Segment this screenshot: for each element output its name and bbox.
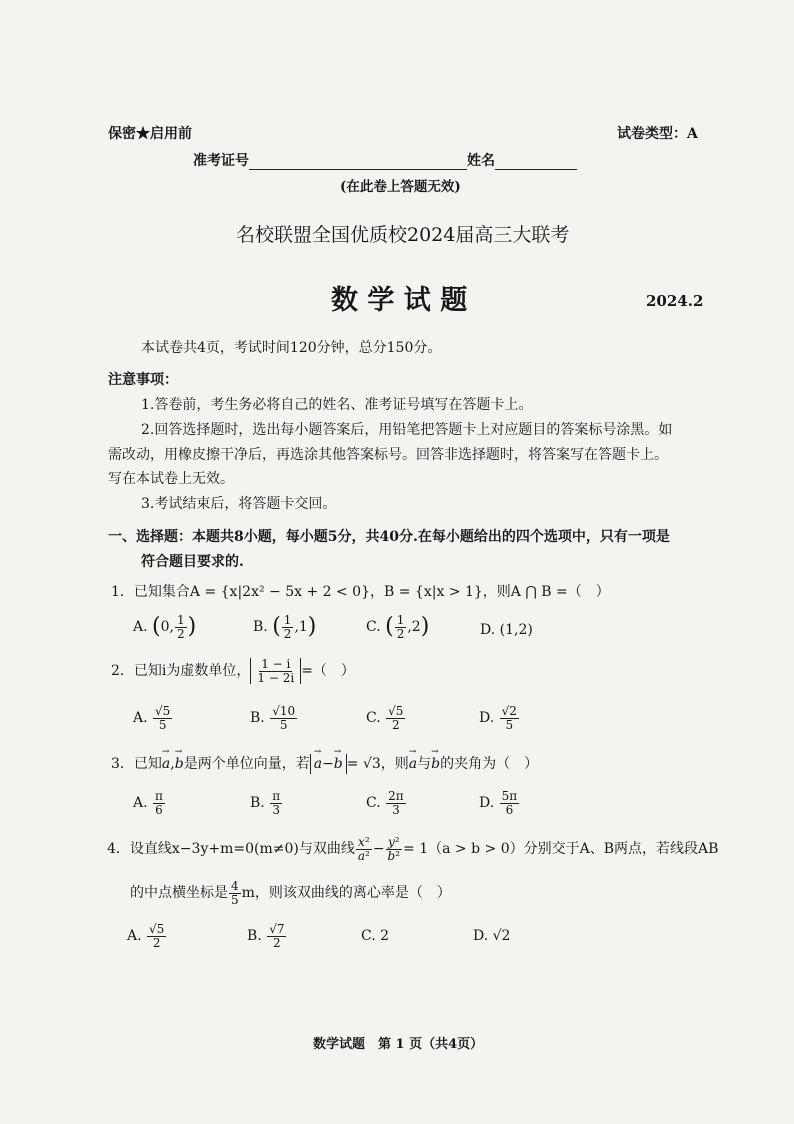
exam-number-field	[193, 150, 577, 170]
q4-option-c: C. 2	[361, 928, 390, 944]
subject-title: 数 学 试 题	[331, 285, 468, 316]
q4-option-d: D. √2	[473, 928, 511, 944]
note-item-2-line-1: 2.回答选择题时，选出每小题答案后，用铅笔把答题卡上对应题目的答案标号涂黑。如	[141, 422, 673, 438]
q3-option-d: D. $\frac{5\pi}{6}$	[479, 789, 518, 817]
exam-name: 名校联盟全国优质校2024届高三大联考	[236, 224, 570, 246]
q3-option-c: C. $\frac{2\pi}{3}$	[366, 789, 404, 817]
q1-option-c: C. ( $\frac{1}{2}$ ,2)	[366, 613, 430, 641]
section-1-line-1: 一、选择题：本题共8小题，每小题5分，共40分.在每小题给出的四个选项中，只有一项是	[108, 529, 670, 545]
q1-option-d: D. (1,2)	[480, 622, 533, 638]
q2-option-c: C. $\frac{√5}{2}$	[366, 704, 404, 732]
q3-option-b: B. $\frac{\pi}{3}$	[250, 789, 281, 817]
q4-option-b: B. $\frac{√7}{2}$	[247, 922, 285, 950]
q2-option-d: D. $\frac{√2}{5}$	[479, 704, 517, 732]
note-item-2-line-2: 需改动，用橡皮擦干净后，再选涂其他答案标号。回答非选择题时，将答案写在答题卡上。	[108, 447, 668, 463]
exam-number-blank	[249, 155, 467, 170]
q4-stem-line-1: 4．设直线x−3y+m=0(m≠0)与双曲线 $\frac{\text{x²}}{\text{a²}}$ − $\frac{\text{y²}}{\text{b²}}$ = 1（a > b > 0）分别交于A、B两点，若线段AB	[107, 835, 719, 863]
name-label: 姓名	[467, 153, 495, 169]
note-item-3: 3.考试结束后，将答题卡交回。	[141, 496, 337, 512]
q4-stem-line-2: 的中点横坐标是 $\frac{4}{5}$ m，则该双曲线的离心率是（ ）	[130, 879, 451, 907]
exam-date: 2024.2	[646, 292, 704, 310]
invalid-note: (在此卷上答题无效)	[340, 179, 461, 195]
intro-text: 本试卷共4页，考试时间120分钟，总分150分。	[141, 340, 442, 356]
name-blank	[495, 155, 577, 170]
q1-option-b: B. ( $\frac{1}{2}$ ,1)	[253, 613, 317, 641]
exam-number-label: 准考证号	[193, 153, 249, 169]
q4-option-a: A. $\frac{√5}{2}$	[127, 922, 165, 950]
paper-type: 试卷类型：A	[617, 126, 698, 142]
q3-stem: 3．已知→ a,→ b是两个单位向量，若→ a−→ b = √3，则→ a与→ b的夹角为（ ）	[111, 753, 538, 774]
note-item-1: 1.答卷前，考生务必将自己的姓名、准考证号填写在答题卡上。	[141, 397, 533, 413]
q2-option-a: A. $\frac{√5}{5}$	[133, 704, 171, 732]
q2-option-b: B. $\frac{√10}{5}$	[250, 704, 296, 732]
q1-option-a: A. (0, $\frac{1}{2}$ )	[133, 613, 197, 641]
secret-label: 保密★启用前	[108, 126, 192, 142]
notes-heading: 注意事项：	[108, 372, 178, 388]
q3-option-a: A. $\frac{\pi}{6}$	[133, 789, 163, 817]
page-footer: 数学试题 第 1 页（共4页）	[313, 1037, 484, 1052]
section-1-line-2: 符合题目要求的.	[141, 554, 244, 570]
note-item-2-line-3: 写在本试卷上无效。	[108, 471, 234, 487]
q2-stem: 2．已知i为虚数单位， $\frac{1 - i}{1 - 2i}$ =（ ）	[111, 657, 355, 685]
q1-stem: 1．已知集合A = {x|2x² − 5x + 2 < 0}，B = {x|x > 1}，则A ⋂ B =（ ）	[111, 584, 610, 600]
